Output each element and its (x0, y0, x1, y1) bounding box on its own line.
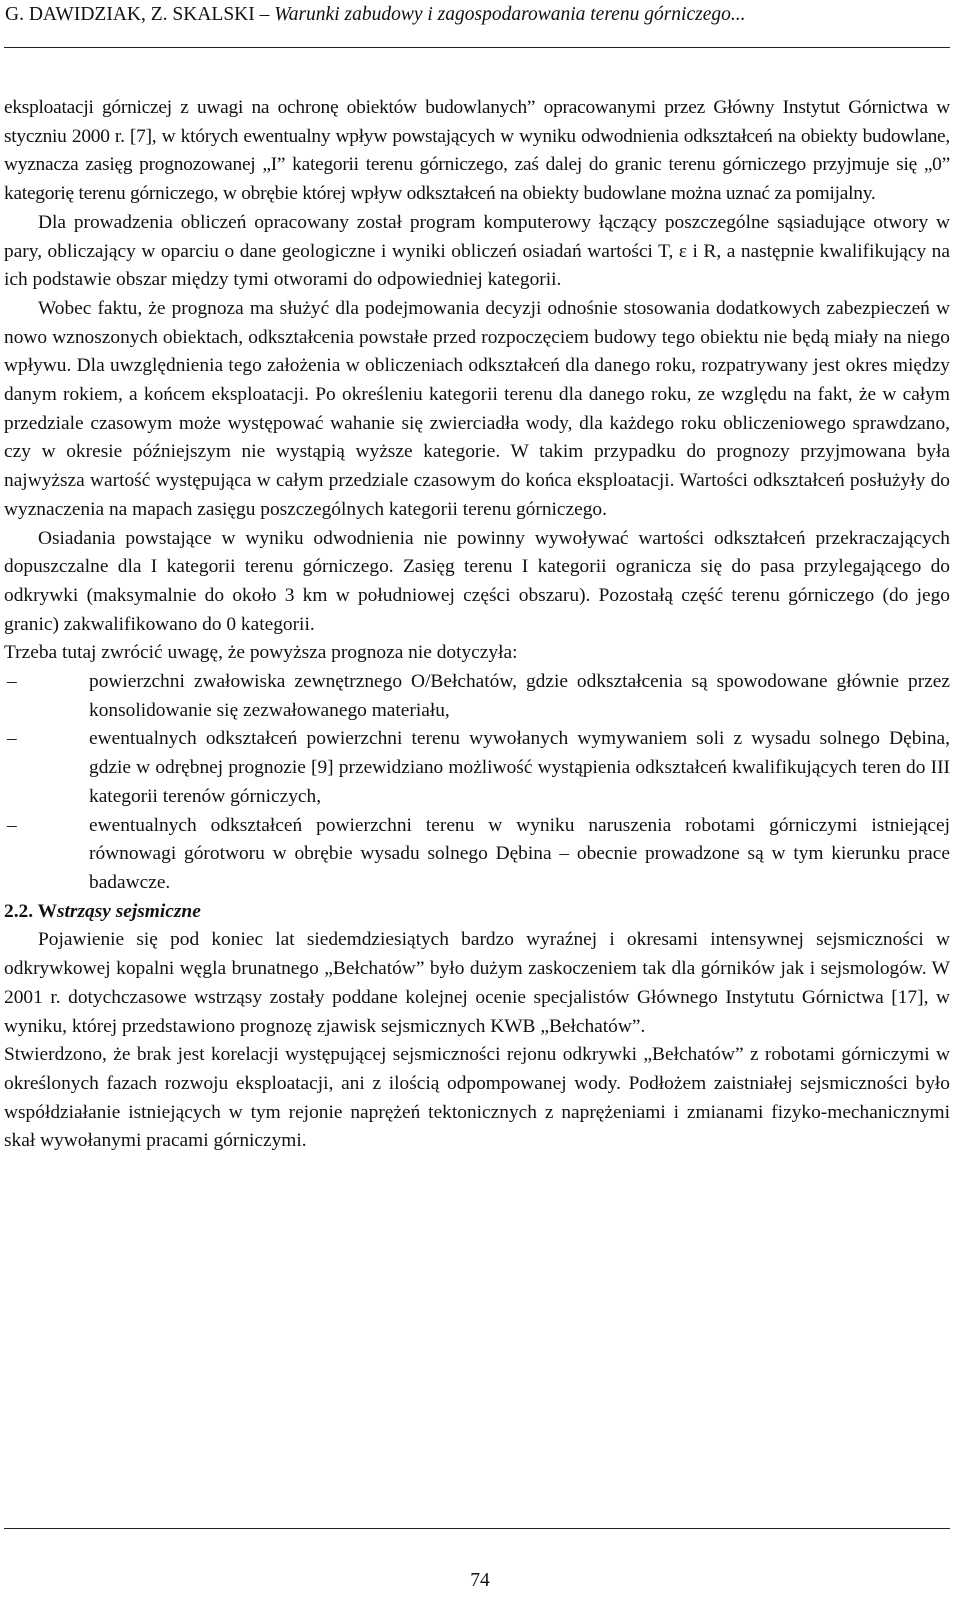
paragraph: eksploatacji górniczej z uwagi na ochronę obiektów budowlanych” opracowanymi przez Główny Instytut Górnictwa w styczniu 2000 r. [7], w których ewentualny wpływ powstających w wyniku odwodnienia odkształceń na obiekty budowlane, wyznacza zasięg prognozowanej „I” kategorii terenu górniczego, zaś dalej do granic terenu górniczego przyjmuje się „0” kategorię terenu górniczego, w obrębie której wpływ odkształceń na obiekty budowlane można uznać za pomijalny. (4, 97, 950, 205)
running-header (5, 2, 945, 28)
page-number: 74 (470, 1570, 490, 1591)
header-authors: G. DAWIDZIAK, Z. SKALSKI – (5, 4, 275, 25)
paragraph: Pojawienie się pod koniec lat siedemdziesiątych bardzo wyraźnej i okresami intensywnej sejsmiczności w odkrywkowej kopalni węgla brunatnego „Bełchatów” było dużym zaskoczeniem tak dla górników jak i sejsmologów. W 2001 r. dotychczasowe wstrząsy zostały poddane kolejnej ocenie specjalistów Głównego Instytutu Górnictwa [17], w wyniku, której przedstawiono prognozę zjawisk sejsmicznych KWB „Bełchatów”. (4, 929, 950, 1037)
dash-bullet: – (7, 671, 17, 693)
list-item-text: powierzchni zwałowiska zewnętrznego O/Bełchatów, gdzie odkształcenia są spowodowane głównie przez konsolidowanie się zezwałowanego materiału, (89, 671, 950, 721)
header-title: Warunki zabudowy i zagospodarowania terenu górniczego... (274, 4, 746, 25)
section-number: 2.2. W (4, 900, 57, 922)
dash-bullet: – (7, 814, 17, 836)
section-title: strząsy sejsmiczne (56, 900, 201, 922)
dash-list (4, 668, 950, 898)
list-item-text: ewentualnych odkształceń powierzchni terenu wywołanych wymywaniem soli z wysadu solnego Dębina, gdzie w odrębnej prognozie [9] przewidziano możliwość wystąpienia odkształceń kwalifikujących teren do III kategorii terenów górniczych, (89, 728, 950, 807)
list-item (4, 812, 950, 898)
paragraph: Osiadania powstające w wyniku odwodnienia nie powinny wywoływać wartości odkształceń przekraczających dopuszczalne dla I kategorii terenu górniczego. Zasięg terenu I kategorii ogranicza się do pasa przylegającego do odkrywki (maksymalnie do około 3 km w południowej części obszaru). Pozostałą część terenu górniczego (do jego granic) zakwalifikowano do 0 kategorii. (4, 527, 950, 635)
header-rule (4, 47, 950, 48)
list-item-text: ewentualnych odkształceń powierzchni terenu w wyniku naruszenia robotami górniczymi istniejącej równowagi górotworu w obrębie wysadu solnego Dębina – obecnie prowadzone są w tym kierunku prace badawcze. (89, 814, 950, 893)
list-item (4, 668, 950, 725)
paragraph: Wobec faktu, że prognoza ma służyć dla podejmowania decyzji odnośnie stosowania dodatkowych zabezpieczeń w nowo wznoszonych obiektach, odkształcenia powstałe przed rozpoczęciem budowy tego obiektu nie będą miały na niego wpływu. Dla uwzględnienia tego założenia w obliczeniach odkształceń dla danego roku, rozpatrywany jest okres między danym rokiem, a końcem eksploatacji. Po określeniu kategorii terenu dla danego roku, ze względu na fakt, że w całym przedziale czasowym może występować wahanie się zwierciadła wody, dla każdego roku obliczeniowego sprawdzano, czy w okresie późniejszym nie wystąpią wyższe kategorie. W takim przypadku do prognozy przyjmowana była najwyższa wartość występująca w całym przedziale czasowym do końca eksploatacji. Wartości odkształceń posłużyły do wyznaczenia na mapach zasięgu poszczególnych kategorii terenu górniczego. (4, 297, 950, 520)
document-body (4, 94, 950, 1156)
dash-bullet: – (7, 728, 17, 750)
section-heading (4, 898, 950, 927)
paragraph: Trzeba tutaj zwrócić uwagę, że powyższa prognoza nie dotyczyła: (4, 642, 518, 664)
paragraph: Dla prowadzenia obliczeń opracowany został program komputerowy łączący poszczególne sąsiadujące otwory w pary, obliczający w oparciu o dane geologiczne i wyniki obliczeń osiadań wartości T, ε i R, a następnie kwalifikujący na ich podstawie obszar między tymi otworami do odpowiedniej kategorii. (4, 211, 950, 291)
footer-rule (4, 1528, 950, 1529)
paragraph: Stwierdzono, że brak jest korelacji występującej sejsmiczności rejonu odkrywki „Bełchatów” z robotami górniczymi w określonych fazach rozwoju eksploatacji, ani z ilością odpompowanej wody. Podłożem zaistniałej sejsmiczności było współdziałanie istniejących w tym rejonie naprężeń tektonicznych z naprężeniami i zmianami fizyko-mechanicznymi skał wywołanymi pracami górniczymi. (4, 1044, 950, 1152)
list-item (4, 725, 950, 811)
